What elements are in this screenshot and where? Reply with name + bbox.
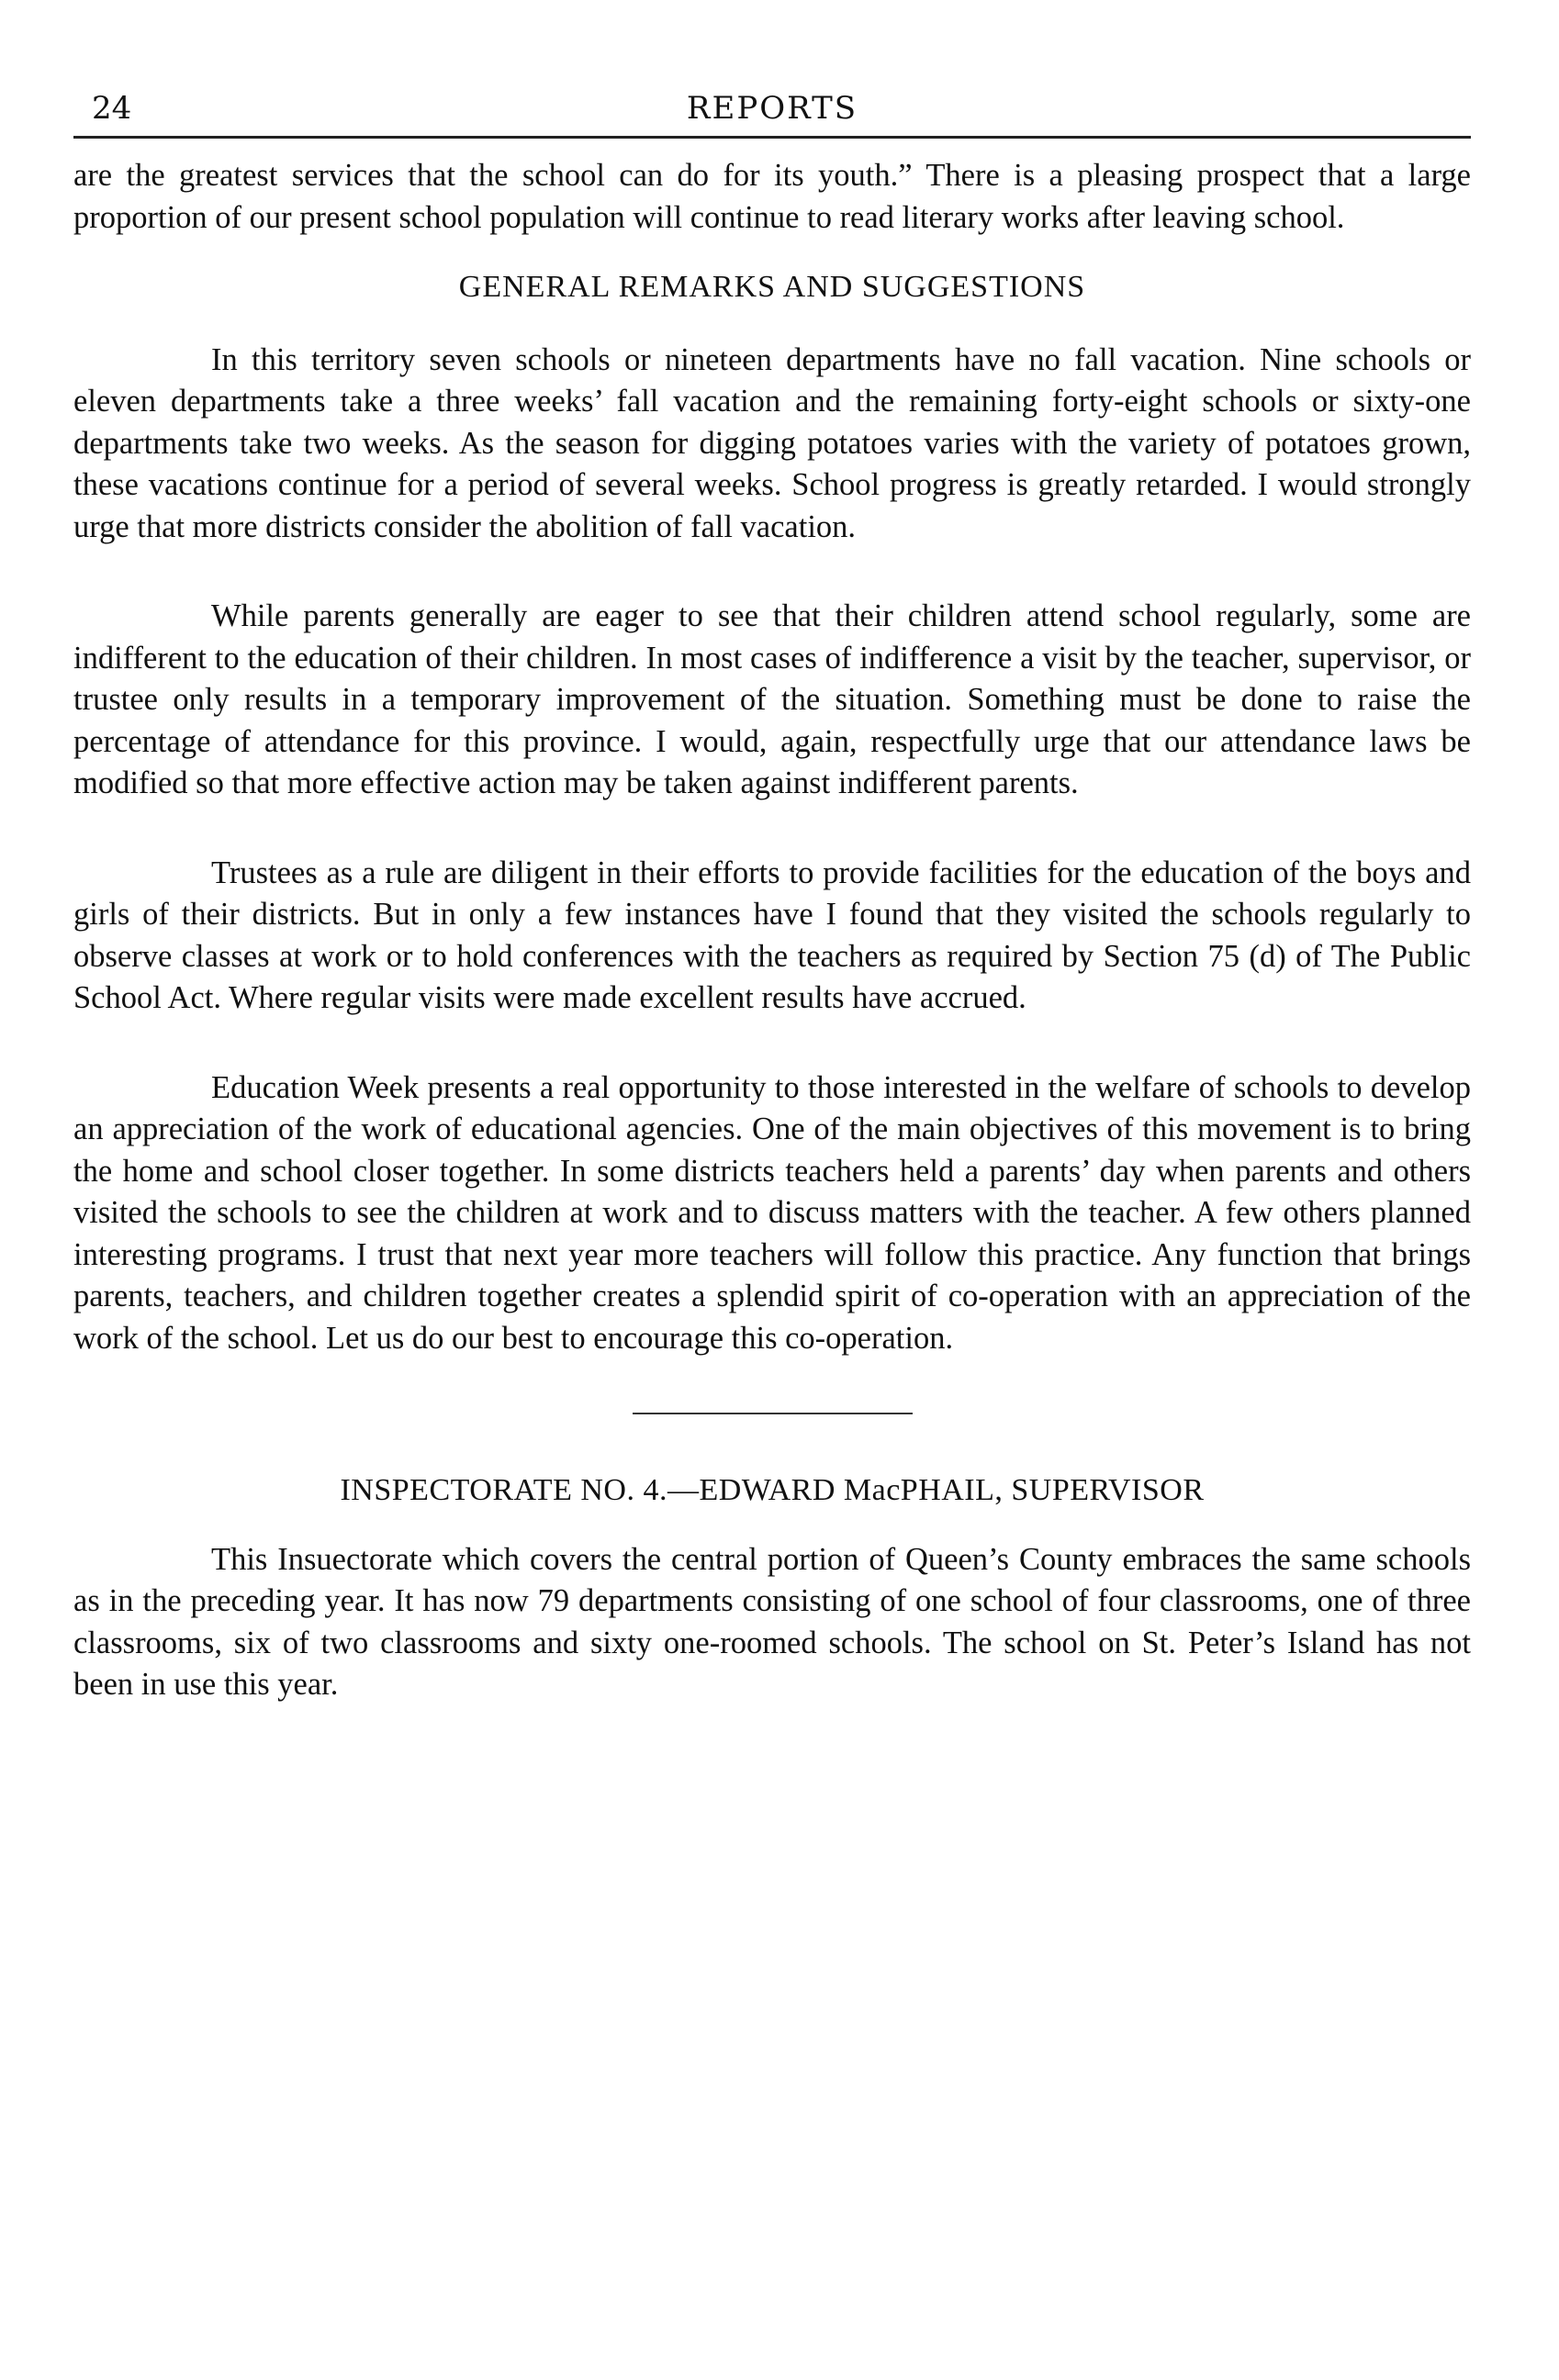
section-heading-inspectorate-4: INSPECTORATE NO. 4.—EDWARD MacPHAIL, SUPERVISOR [340,1473,1205,1507]
paragraph-inspectorate-description: This Insuectorate which covers the central portion of Queen’s County embraces the same schools as in the preceding year. It has now 79 departments consisting of one school of four classrooms, one of three classrooms, six of two classrooms and sixty one-roomed schools. The school on St. Peter’s Island has not been in use this year. [73,1541,1471,1702]
page-body [73,155,1471,1706]
paragraph-attendance: While parents generally are eager to see that their children attend school regularly, some are indifferent to the education of their children. In most cases of indifference a visit by the teacher, supervisor, or trustee only results in a temporary improvement of the situation. Something must be done to raise the percentage of attendance for this province. I would, again, respectfully urge that our attendance laws be modified so that more effective action may be taken against indifferent parents. [73,598,1471,800]
paragraph-fall-vacation: In this territory seven schools or nineteen departments have no fall vacation. Nine schools or eleven departments take a three weeks’ fall vacation and the remaining forty-eight schools or sixty-one departments take two weeks. As the season for digging potatoes varies with the variety of potatoes grown, these vacations continue for a period of several weeks. School progress is greatly retarded. I would strongly urge that more districts consider the abolition of fall vacation. [73,341,1471,544]
running-title: REPORTS [686,90,858,127]
paragraph-education-week: Education Week presents a real opportunity to those interested in the welfare of schools to develop an appreciation of the work of educational agencies. One of the main objectives of this movement is to bring the home and school closer together. In some districts teachers held a parents’ day when parents and others visited the schools to see the children at work and to discuss matters with the teacher. A few others planned interesting programs. I trust that next year more teachers will follow this practice. Any function that brings parents, teachers, and children together creates a splendid spirit of co-operation with an appreciation of the work of the school. Let us do our best to encourage this co-operation. [73,1069,1471,1356]
page-number: 24 [92,90,132,127]
paragraph-trustees: Trustees as a rule are diligent in their efforts to provide facilities for the education of the boys and girls of their districts. But in only a few instances have I found that they visited the schools regularly to observe classes at work or to hold conferences with the teachers as required by Section 75 (d) of The Public School Act. Where regular visits were made excellent results have accrued. [73,855,1471,1015]
page-header [73,83,1471,139]
section-heading-general-remarks: GENERAL REMARKS AND SUGGESTIONS [458,270,1086,304]
intro-paragraph: are the greatest services that the school can do for its youth.” There is a pleasing prospect that a large proportion of our present school population will continue to read literary works after leaving school. [73,158,1471,235]
section-divider [633,1413,913,1414]
document-page [73,83,1471,1706]
